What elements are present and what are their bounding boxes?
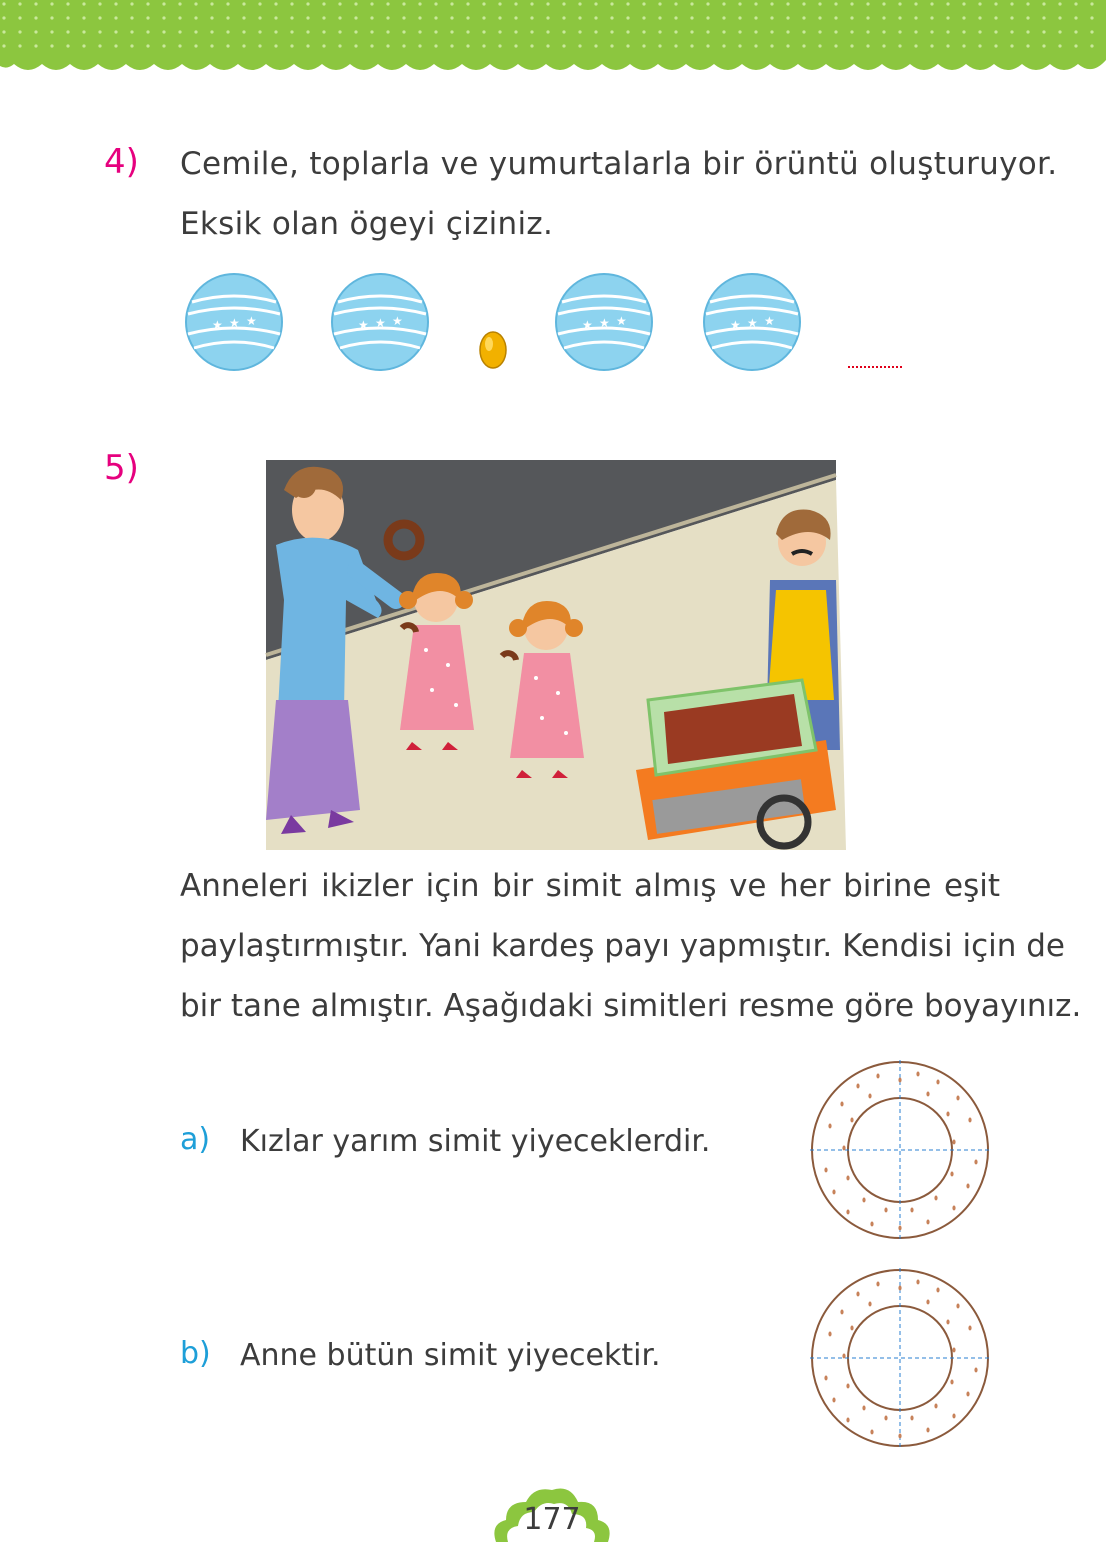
- part-b-text: Anne bütün simit yiyecektir.: [240, 1338, 661, 1373]
- svg-text:★: ★: [730, 318, 741, 332]
- part-a-letter: a): [180, 1122, 211, 1157]
- part-b-letter: b): [180, 1336, 211, 1371]
- svg-text:★: ★: [212, 318, 223, 332]
- question-5-paragraph-line3: bir tane almıştır. Aşağıdaki simitleri resme göre boyayınız.: [180, 988, 1082, 1024]
- question-4-line2: Eksik olan ögeyi çiziniz.: [180, 206, 554, 242]
- svg-text:★: ★: [392, 314, 403, 328]
- top-banner: [0, 0, 1106, 90]
- svg-text:★: ★: [375, 316, 386, 330]
- question-4-line1: Cemile, toplarla ve yumurtalarla bir örüntü oluşturuyor.: [180, 146, 1058, 182]
- svg-text:★: ★: [246, 314, 257, 328]
- striped-ball-icon: [184, 272, 284, 372]
- svg-text:★: ★: [599, 316, 610, 330]
- striped-ball-icon: [330, 272, 430, 372]
- simit-ring-icon[interactable]: [808, 1058, 992, 1242]
- svg-text:★: ★: [358, 318, 369, 332]
- simit-ring-icon[interactable]: [808, 1266, 992, 1450]
- question-5-paragraph-line2: paylaştırmıştır. Yani kardeş payı yapmıştır. Kendisi için de: [180, 928, 1065, 964]
- question-5-number: 5): [104, 448, 139, 488]
- svg-text:★: ★: [582, 318, 593, 332]
- svg-text:★: ★: [764, 314, 775, 328]
- striped-ball-icon: [554, 272, 654, 372]
- question-4-number: 4): [104, 142, 139, 182]
- part-a-text: Kızlar yarım simit yiyeceklerdir.: [240, 1124, 711, 1159]
- answer-blank[interactable]: [848, 364, 904, 370]
- egg-icon: [478, 328, 508, 370]
- page-number-badge: [490, 1480, 614, 1550]
- svg-text:★: ★: [747, 316, 758, 330]
- svg-text:★: ★: [229, 316, 240, 330]
- page-number: 177: [523, 1502, 581, 1537]
- striped-ball-icon: [702, 272, 802, 372]
- question-5-paragraph-line1: Anneleri ikizler için bir simit almış ve her birine eşit: [180, 868, 1000, 904]
- svg-text:★: ★: [616, 314, 627, 328]
- simit-seller-illustration: [236, 450, 854, 860]
